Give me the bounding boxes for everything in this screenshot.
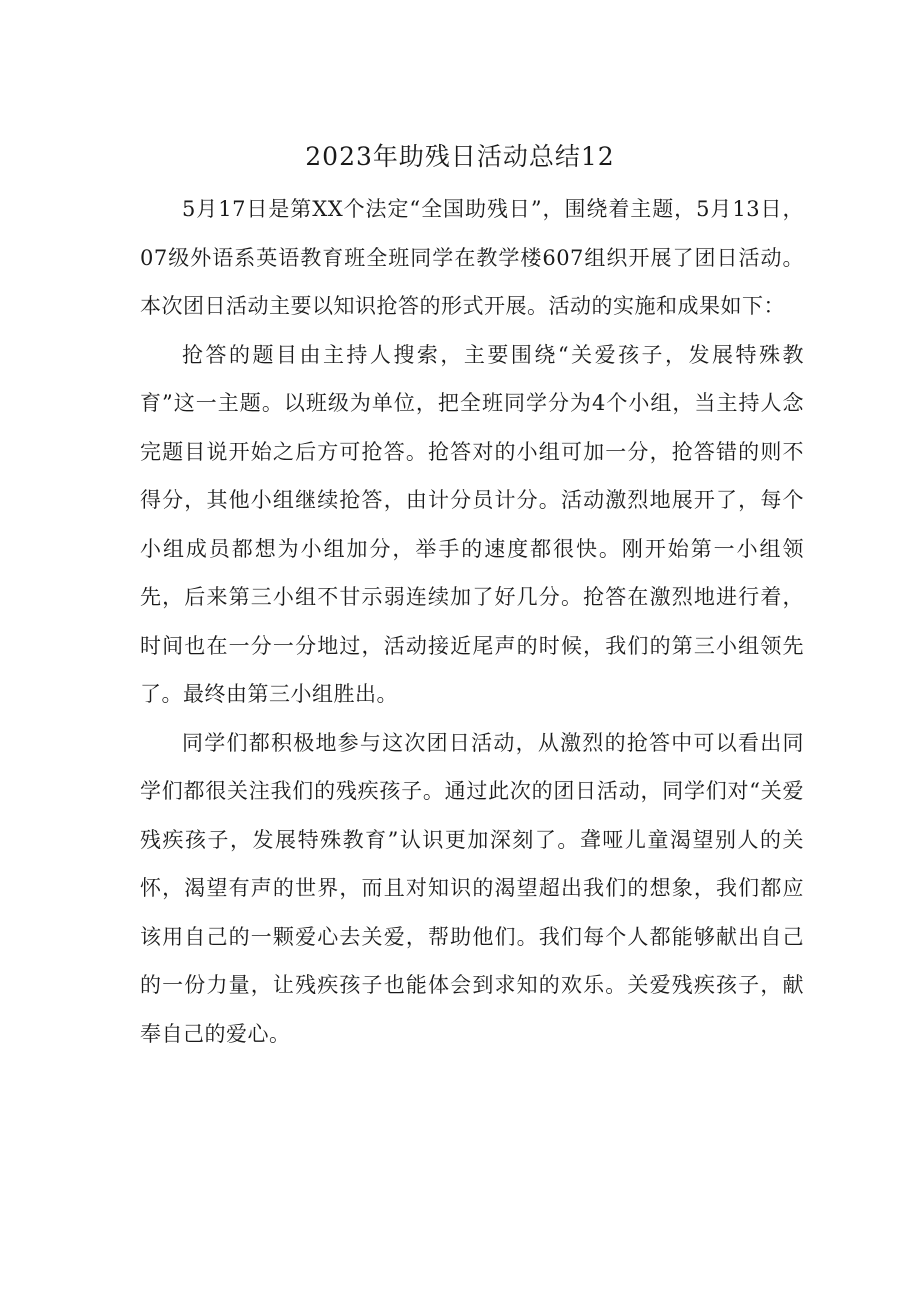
- document-title: 2023年助残日活动总结12: [305, 142, 615, 171]
- paragraph-intro: 5月17日是第XX个法定“全国助残日”，围绕着主题，5月13日，07级外语系英语教育班全班同学在教学楼607组织开展了团日活动。本次团日活动主要以知识抢答的形式开展。活动的实施和成果如下：: [140, 197, 804, 318]
- paragraph-conclusion: 同学们都积极地参与这次团日活动，从激烈的抢答中可以看出同学们都很关注我们的残疾孩子。通过此次的团日活动，同学们对“关爱残疾孩子，发展特殊教育”认识更加深刻了。聋哑儿童渴望别人的关怀，渴望有声的世界，而且对知识的渴望超出我们的想象，我们都应该用自己的一颗爱心去关爱，帮助他们。我们每个人都能够献出自己的一份力量，让残疾孩子也能体会到求知的欢乐。关爱残疾孩子，献奉自己的爱心。: [140, 730, 804, 1046]
- document-body: [140, 185, 804, 1058]
- paragraph-activity: 抢答的题目由主持人搜索，主要围绕“关爱孩子，发展特殊教育”这一主题。以班级为单位，把全班同学分为4个小组，当主持人念完题目说开始之后方可抢答。抢答对的小组可加一分，抢答错的则不得分，其他小组继续抢答，由计分员计分。活动激烈地展开了，每个小组成员都想为小组加分，举手的速度都很快。刚开始第一小组领先，后来第三小组不甘示弱连续加了好几分。抢答在激烈地进行着，时间也在一分一分地过，活动接近尾声的时候，我们的第三小组领先了。最终由第三小组胜出。: [140, 342, 804, 706]
